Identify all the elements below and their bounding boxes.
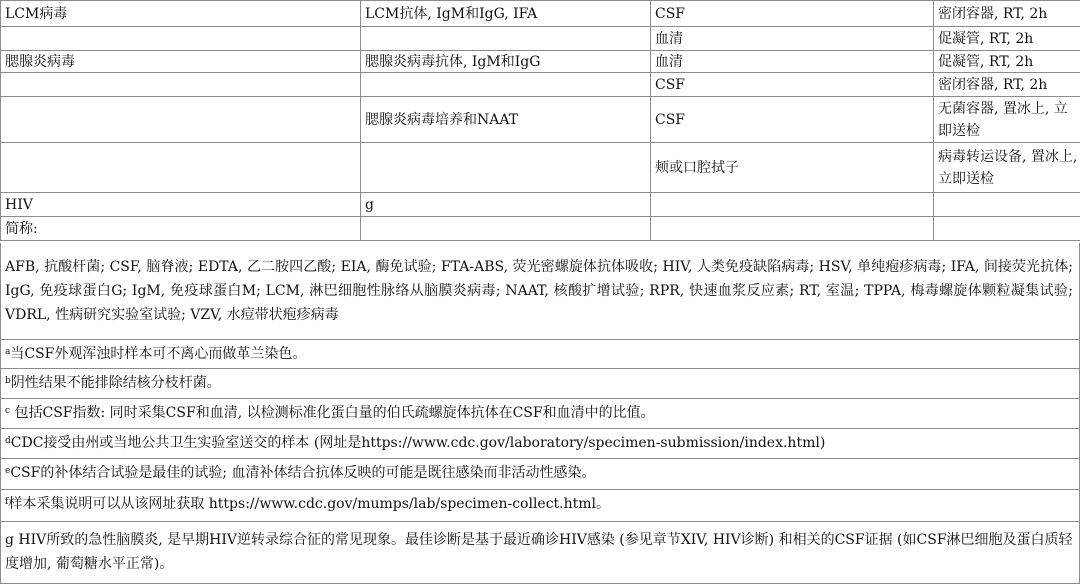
footnote-text: CSF的补体结合试验是最佳的试验; 血清补体结合抗体反映的可能是既往感染而非活动性感染。	[10, 465, 596, 481]
footnote	[0, 459, 1080, 490]
footnote-text: 包括CSF指数: 同时采集CSF和血清, 以检测标准化蛋白量的伯氏疏螺旋体抗体在CSF和血清中的比值。	[10, 405, 655, 421]
table-cell: 病毒转运设备, 置冰上, 立即送检	[934, 143, 1080, 193]
abbreviations-paragraph: AFB, 抗酸杆菌; CSF, 脑脊液; EDTA, 乙二胺四乙酸; EIA, 酶免试验; FTA-ABS, 荧光密螺旋体抗体吸收; HIV, 人类免疫缺陷病毒; HSV, 单纯疱疹病毒; IFA, 间接荧光抗体; IgG, 免疫球蛋白G; IgM, 免疫球蛋白M; LCM, 淋巴细胞性脉络从脑膜炎病毒; NAAT, 核酸扩增试验; RPR, 快速血浆反应素; RT, 室温; TPPA, 梅毒螺旋体颗粒凝集试验; VDRL, 性病研究实验室试验; VZV, 水痘带状疱疹病毒	[0, 243, 1080, 340]
table-cell: 无菌容器, 置冰上, 立即送检	[934, 97, 1080, 143]
table-cell	[1, 73, 361, 97]
table-cell: 促凝管, RT, 2h	[934, 27, 1080, 51]
footnote-mark: c	[5, 406, 11, 416]
table-row	[1, 1, 1080, 27]
footnote	[0, 340, 1080, 369]
table-row	[1, 143, 1080, 193]
footnote-mark: f	[5, 497, 9, 507]
table-cell	[1, 97, 361, 143]
table-cell: CSF	[651, 73, 934, 97]
table-cell: 腮腺炎病毒抗体, IgM和IgG	[361, 51, 651, 73]
table-row	[1, 217, 1080, 241]
footnote-mark: a	[5, 347, 11, 357]
footnote-mark: d	[5, 436, 11, 446]
footnote-text: 阴性结果不能排除结核分枝杆菌。	[10, 375, 221, 391]
footnote-text: CDC接受由州或当地公共卫生实验室送交的样本 (网址是https://www.cdc.gov/laboratory/specimen-submission/index.html)	[10, 435, 826, 451]
table-row	[1, 73, 1080, 97]
table-row	[1, 193, 1080, 217]
table-cell: 颊或口腔拭子	[651, 143, 934, 193]
table-cell: 腮腺炎病毒	[1, 51, 361, 73]
footnote-mark: e	[5, 466, 11, 476]
table-cell	[361, 27, 651, 51]
table-cell	[651, 193, 934, 217]
table-cell: LCM病毒	[1, 1, 361, 27]
specimen-table	[0, 0, 1080, 241]
table-cell: HIV	[1, 193, 361, 217]
table-cell: CSF	[651, 97, 934, 143]
table-row	[1, 51, 1080, 73]
table-cell	[361, 143, 651, 193]
table-cell: 密闭容器, RT, 2h	[934, 73, 1080, 97]
table-cell: 血清	[651, 51, 934, 73]
table-cell: 腮腺炎病毒培养和NAAT	[361, 97, 651, 143]
footnote	[0, 429, 1080, 459]
footnote-text: 当CSF外观浑浊时样本可不离心而做革兰染色。	[10, 346, 307, 362]
table-cell: 血清	[651, 27, 934, 51]
table-cell	[934, 193, 1080, 217]
table-cell	[651, 217, 934, 241]
footnote-mark: b	[5, 376, 11, 386]
footnote	[0, 399, 1080, 429]
table-cell	[361, 73, 651, 97]
table-cell: 简称:	[1, 217, 361, 241]
footnote	[0, 369, 1080, 399]
footnote-text: 样本采集说明可以从该网址获取 https://www.cdc.gov/mumps/lab/specimen-collect.html。	[8, 496, 611, 512]
table-cell	[361, 217, 651, 241]
table-row	[1, 27, 1080, 51]
footnote	[0, 522, 1080, 584]
table-cell	[934, 217, 1080, 241]
table-row	[1, 97, 1080, 143]
table-cell: g	[361, 193, 651, 217]
table-cell	[1, 143, 361, 193]
table-cell: 促凝管, RT, 2h	[934, 51, 1080, 73]
footnote	[0, 490, 1080, 522]
table-cell: CSF	[651, 1, 934, 27]
table-cell: LCM抗体, IgM和IgG, IFA	[361, 1, 651, 27]
table-cell: 密闭容器, RT, 2h	[934, 1, 1080, 27]
footnote-text: g HIV所致的急性脑膜炎, 是早期HIV逆转录综合征的常见现象。最佳诊断是基于最近确诊HIV感染 (参见章节XIV, HIV诊断) 和相关的CSF证据 (如CSF淋巴细胞及蛋白质轻度增加, 葡萄糖水平正常)。	[5, 532, 1073, 572]
table-cell	[1, 27, 361, 51]
